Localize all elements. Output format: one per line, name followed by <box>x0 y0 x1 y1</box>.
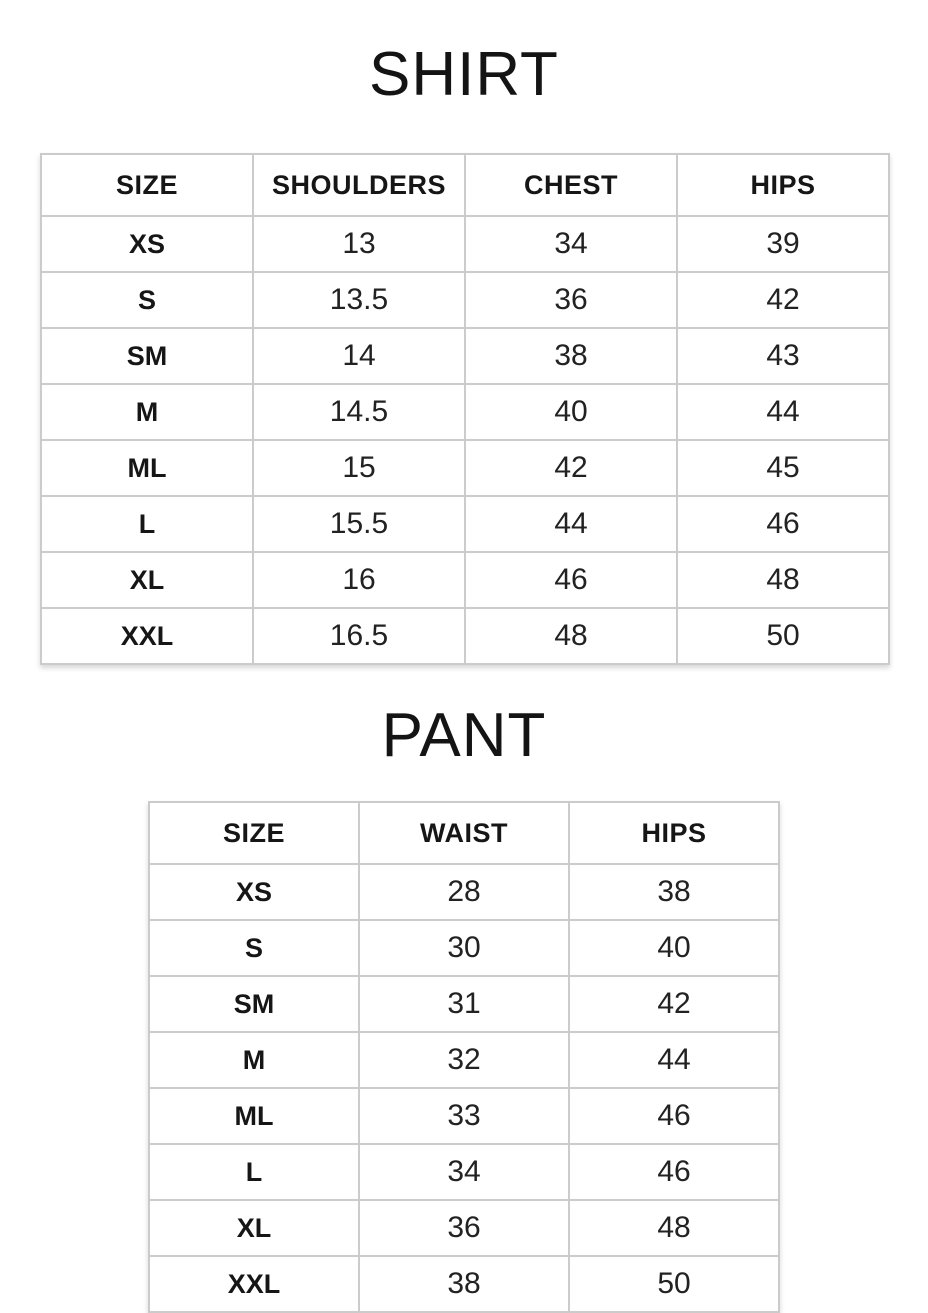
pant-title: PANT <box>381 701 547 770</box>
table-row <box>41 552 889 608</box>
table-row <box>41 496 889 552</box>
value-cell: 45 <box>677 440 889 496</box>
table-row <box>41 328 889 384</box>
size-cell: L <box>41 496 253 552</box>
shirt-header-row <box>41 154 889 216</box>
size-cell: L <box>149 1144 359 1200</box>
column-header: SIZE <box>149 802 359 864</box>
value-cell: 36 <box>465 272 677 328</box>
value-cell: 15 <box>253 440 465 496</box>
size-cell: XS <box>41 216 253 272</box>
table-row <box>149 920 779 976</box>
value-cell: 46 <box>569 1088 779 1144</box>
value-cell: 44 <box>465 496 677 552</box>
value-cell: 46 <box>569 1144 779 1200</box>
value-cell: 13 <box>253 216 465 272</box>
column-header: CHEST <box>465 154 677 216</box>
shirt-table <box>40 153 890 665</box>
table-row <box>41 272 889 328</box>
value-cell: 46 <box>465 552 677 608</box>
size-cell: XL <box>41 552 253 608</box>
value-cell: 50 <box>677 608 889 664</box>
size-cell: M <box>149 1032 359 1088</box>
size-cell: SM <box>41 328 253 384</box>
size-cell: S <box>149 920 359 976</box>
size-cell: S <box>41 272 253 328</box>
table-row <box>41 608 889 664</box>
value-cell: 32 <box>359 1032 569 1088</box>
table-row <box>149 864 779 920</box>
table-row <box>149 1144 779 1200</box>
value-cell: 43 <box>677 328 889 384</box>
value-cell: 15.5 <box>253 496 465 552</box>
table-row <box>149 1088 779 1144</box>
value-cell: 40 <box>465 384 677 440</box>
value-cell: 42 <box>677 272 889 328</box>
value-cell: 28 <box>359 864 569 920</box>
size-cell: ML <box>41 440 253 496</box>
column-header: WAIST <box>359 802 569 864</box>
value-cell: 16 <box>253 552 465 608</box>
table-row <box>149 1200 779 1256</box>
shirt-title: SHIRT <box>369 40 559 109</box>
value-cell: 42 <box>569 976 779 1032</box>
value-cell: 13.5 <box>253 272 465 328</box>
size-cell: XXL <box>41 608 253 664</box>
value-cell: 30 <box>359 920 569 976</box>
value-cell: 36 <box>359 1200 569 1256</box>
value-cell: 48 <box>465 608 677 664</box>
value-cell: 48 <box>569 1200 779 1256</box>
size-cell: XS <box>149 864 359 920</box>
value-cell: 14 <box>253 328 465 384</box>
column-header: HIPS <box>569 802 779 864</box>
value-cell: 38 <box>569 864 779 920</box>
pant-table <box>148 801 780 1313</box>
table-row <box>149 976 779 1032</box>
value-cell: 14.5 <box>253 384 465 440</box>
value-cell: 33 <box>359 1088 569 1144</box>
value-cell: 16.5 <box>253 608 465 664</box>
value-cell: 42 <box>465 440 677 496</box>
size-cell: XXL <box>149 1256 359 1312</box>
value-cell: 44 <box>569 1032 779 1088</box>
table-row <box>149 1032 779 1088</box>
column-header: HIPS <box>677 154 889 216</box>
value-cell: 40 <box>569 920 779 976</box>
size-cell: M <box>41 384 253 440</box>
value-cell: 34 <box>359 1144 569 1200</box>
size-cell: ML <box>149 1088 359 1144</box>
value-cell: 39 <box>677 216 889 272</box>
value-cell: 50 <box>569 1256 779 1312</box>
value-cell: 46 <box>677 496 889 552</box>
value-cell: 38 <box>465 328 677 384</box>
table-row <box>149 1256 779 1312</box>
value-cell: 48 <box>677 552 889 608</box>
pant-section <box>0 665 928 1313</box>
value-cell: 38 <box>359 1256 569 1312</box>
table-row <box>41 440 889 496</box>
value-cell: 31 <box>359 976 569 1032</box>
pant-header-row <box>149 802 779 864</box>
value-cell: 34 <box>465 216 677 272</box>
value-cell: 44 <box>677 384 889 440</box>
column-header: SHOULDERS <box>253 154 465 216</box>
table-row <box>41 216 889 272</box>
size-cell: XL <box>149 1200 359 1256</box>
table-row <box>41 384 889 440</box>
column-header: SIZE <box>41 154 253 216</box>
size-cell: SM <box>149 976 359 1032</box>
